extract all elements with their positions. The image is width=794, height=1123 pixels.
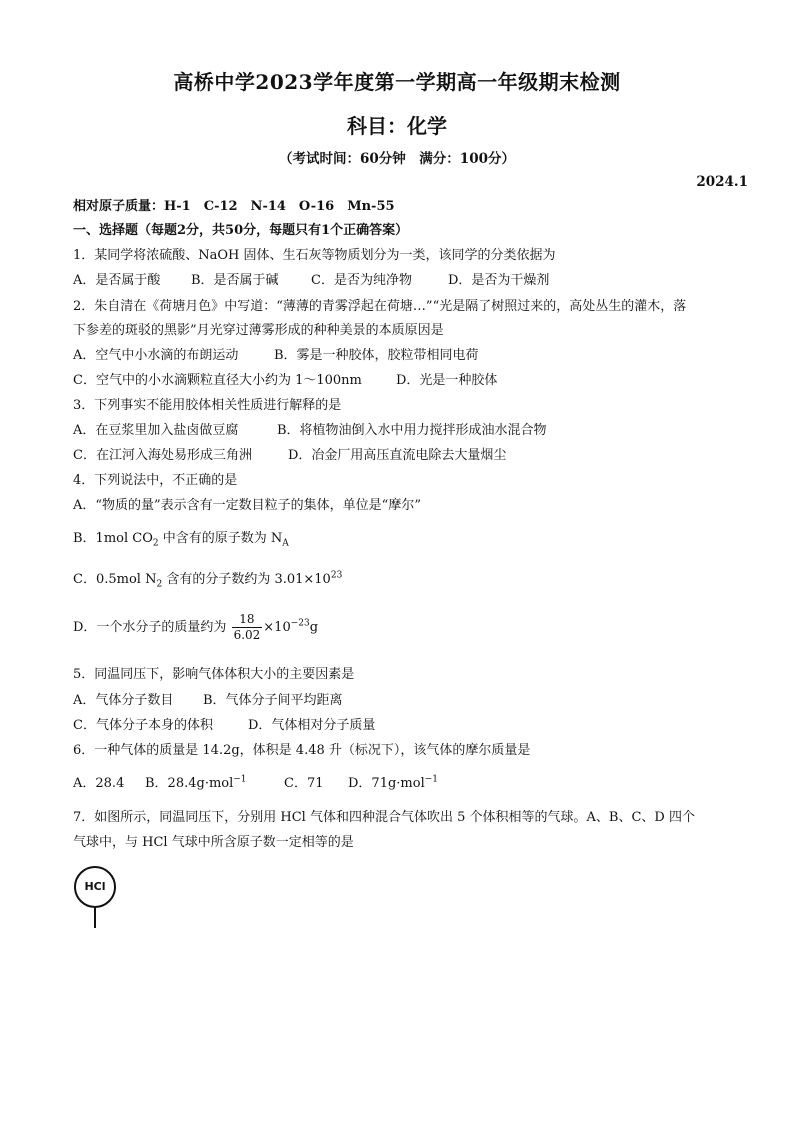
hcl-balloon <box>74 866 116 908</box>
q3-options-row1 <box>73 422 547 440</box>
q1-option-b: B．是否属于碱 <box>191 273 279 288</box>
q6-option-b-sup: −1 <box>233 774 247 785</box>
q2-option-d: D．光是一种胶体 <box>396 373 498 388</box>
q1-stem: 1．某同学将浓硫酸、NaOH 固体、生石灰等物质划分为一类，该同学的分类依据为 <box>73 248 556 263</box>
q6-options <box>73 775 438 793</box>
atomic-mass-line: 相对原子质量：H-1 C-12 N-14 O-16 Mn-55 <box>73 199 395 214</box>
q4-option-c <box>73 571 342 589</box>
q2-stem-line2: 下参差的斑驳的黑影”月光穿过薄雾形成的种种美景的本质原因是 <box>73 323 444 338</box>
q4-option-b-text2: 中含有的原子数为 N <box>158 531 283 546</box>
q6-option-b <box>145 775 284 793</box>
q1-option-c: C．是否为纯净物 <box>311 273 412 288</box>
q2-options-row2 <box>73 372 497 390</box>
q4-option-d-text2: ×10 <box>263 620 291 635</box>
q2-stem-line1: 2．朱自清在《荷塘月色》中写道：“薄薄的青雾浮起在荷塘…”“光是隔了树照过来的，高处丛生的灌木，落 <box>73 299 687 314</box>
q6-option-b-text: B．28.4g·mol <box>145 776 234 791</box>
q1-option-a: A．是否属于酸 <box>73 273 161 288</box>
q7-stem-line1: 7．如图所示，同温同压下，分别用 HCl 气体和四种混合气体吹出 5 个体积相等的气球。A、B、C、D 四个 <box>73 810 695 825</box>
q6-option-c: C．71 <box>284 776 324 791</box>
q4-option-d-unit: g <box>309 620 319 635</box>
subject-title: 科目：化学 <box>347 114 447 138</box>
mass-fraction <box>232 612 263 643</box>
q5-options-row2 <box>73 717 375 735</box>
balloon-string <box>94 908 96 928</box>
q3-option-d: D．冶金厂用高压直流电除去大量烟尘 <box>288 448 507 463</box>
fraction-numerator: 18 <box>232 612 263 628</box>
q1-option-d: D．是否为干燥剂 <box>448 273 550 288</box>
q6-option-d-text: D．71g·mol <box>348 776 425 791</box>
q4-option-c-sup: 23 <box>330 570 343 581</box>
q6-option-d <box>348 775 438 793</box>
hcl-balloon-label: HCl <box>84 880 106 893</box>
q6-option-d-sup: −1 <box>424 774 439 785</box>
q4-option-d-sup: −23 <box>290 618 310 629</box>
q3-options-row2 <box>73 447 506 465</box>
q3-stem: 3．下列事实不能用胶体相关性质进行解释的是 <box>73 398 342 413</box>
q6-stem: 6．一种气体的质量是 14.2g，体积是 4.48 升（标况下），该气体的摩尔质量是 <box>73 743 531 758</box>
q4-option-b-sub2: A <box>282 538 289 549</box>
q4-option-d-text: D．一个水分子的质量约为 <box>73 620 231 635</box>
q4-stem: 4．下列说法中，不正确的是 <box>73 473 238 488</box>
q6-option-a: A．28.4 <box>73 776 125 791</box>
q4-option-c-sub: 2 <box>156 579 163 590</box>
q5-option-d: D．气体相对分子质量 <box>248 718 376 733</box>
q4-option-b-text: B．1mol CO <box>73 531 153 546</box>
q7-stem-line2: 气球中，与 HCl 气球中所含原子数一定相等的是 <box>73 835 354 850</box>
fraction-denominator: 6.02 <box>233 628 261 642</box>
q5-option-b: B．气体分子间平均距离 <box>203 693 343 708</box>
exam-info: （考试时间：60分钟 满分：100分） <box>279 151 515 167</box>
q4-option-c-text2: 含有的分子数约为 3.01×10 <box>162 572 331 587</box>
q4-option-b <box>73 530 289 548</box>
q4-option-b-sub: 2 <box>152 538 159 549</box>
q4-option-a: A．“物质的量”表示含有一定数目粒子的集体，单位是“摩尔” <box>73 498 421 513</box>
section-heading: 一、选择题（每题2分，共50分，每题只有1个正确答案） <box>73 223 409 238</box>
q3-option-a: A．在豆浆里加入盐卤做豆腐 <box>73 423 239 438</box>
q5-option-c: C．气体分子本身的体积 <box>73 718 213 733</box>
q5-option-a: A．气体分子数目 <box>73 693 174 708</box>
q2-option-a: A．空气中小水滴的布朗运动 <box>73 348 239 363</box>
q4-option-c-text: C．0.5mol N <box>73 572 157 587</box>
q5-stem: 5．同温同压下，影响气体体积大小的主要因素是 <box>73 667 355 682</box>
q2-options-row1 <box>73 347 479 365</box>
exam-title: 高桥中学2023学年度第一学期高一年级期末检测 <box>173 70 621 94</box>
q3-option-c: C．在江河入海处易形成三角洲 <box>73 448 252 463</box>
exam-date: 2024.1 <box>696 174 748 190</box>
q2-option-c: C．空气中的小水滴颗粒直径大小约为 1～100nm <box>73 373 362 388</box>
q5-options-row1 <box>73 692 343 710</box>
q1-options <box>73 272 549 290</box>
q4-option-d <box>73 612 318 643</box>
q3-option-b: B．将植物油倒入水中用力搅拌形成油水混合物 <box>277 423 547 438</box>
q2-option-b: B．雾是一种胶体，胶粒带相同电荷 <box>274 348 479 363</box>
